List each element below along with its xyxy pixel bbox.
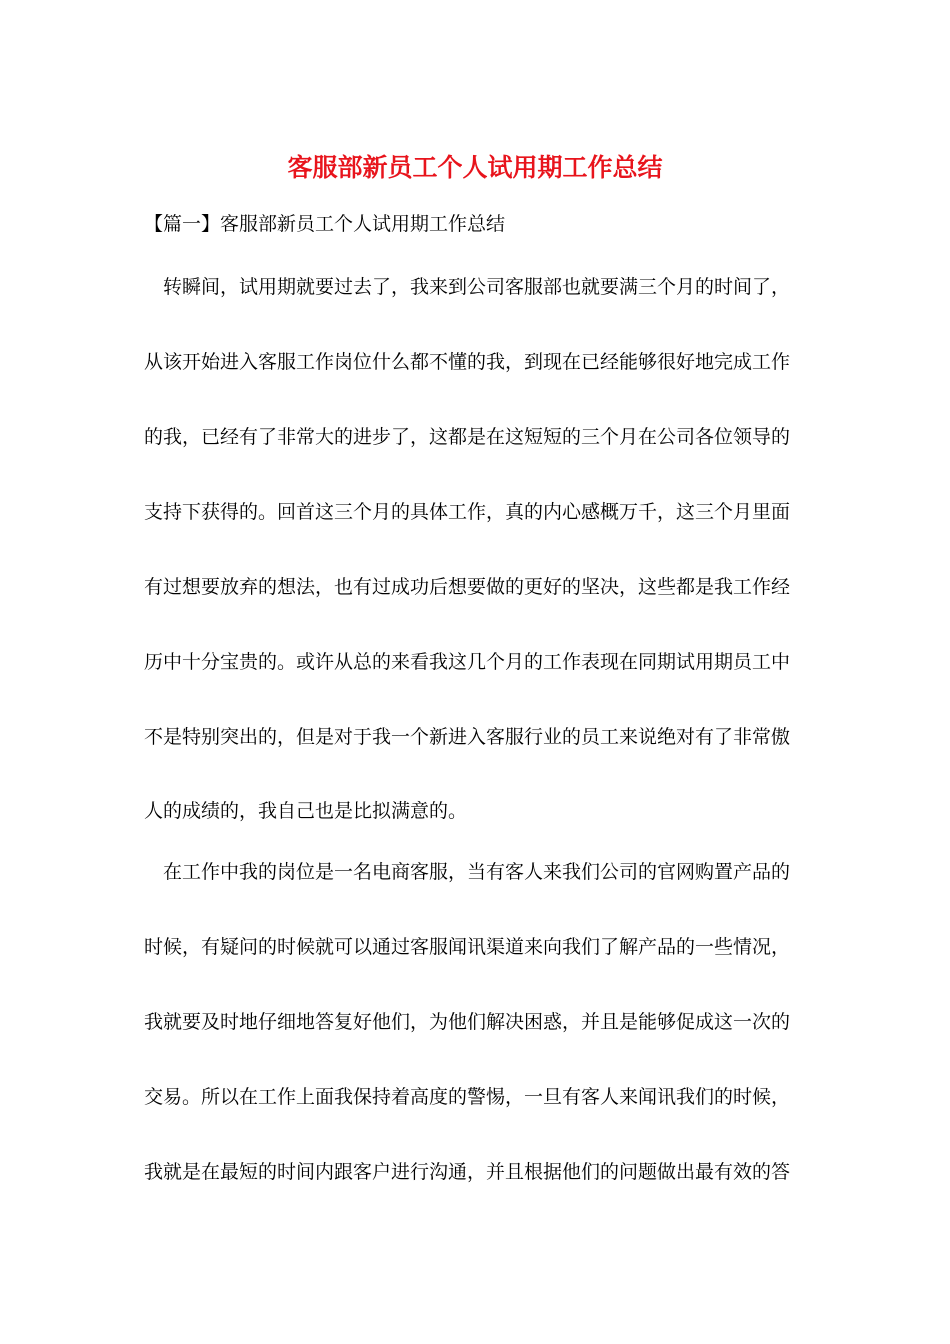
paragraph-2-line: 时候，有疑问的时候就可以通过客服闻讯渠道来向我们了解产品的一些情况， <box>144 936 791 958</box>
document-title: 客服部新员工个人试用期工作总结 <box>287 153 663 182</box>
paragraph-1-line: 不是特别突出的，但是对于我一个新进入客服行业的员工来说绝对有了非常傲 <box>144 726 791 748</box>
paragraph-1-line: 支持下获得的。回首这三个月的具体工作，真的内心感概万千，这三个月里面 <box>144 501 791 523</box>
section-heading: 【篇一】客服部新员工个人试用期工作总结 <box>144 213 506 235</box>
paragraph-2-line: 在工作中我的岗位是一名电商客服，当有客人来我们公司的官网购置产品的 <box>144 861 791 883</box>
paragraph-1-line: 人的成绩的，我自己也是比拟满意的。 <box>144 800 468 822</box>
paragraph-2-line: 交易。所以在工作上面我保持着高度的警惕，一旦有客人来闻讯我们的时候， <box>144 1086 791 1108</box>
paragraph-1-line: 有过想要放弃的想法，也有过成功后想要做的更好的坚决，这些都是我工作经 <box>144 576 791 598</box>
paragraph-2-line: 我就是在最短的时间内跟客户进行沟通，并且根据他们的问题做出最有效的答 <box>144 1161 791 1183</box>
paragraph-1-line: 的我，已经有了非常大的进步了，这都是在这短短的三个月在公司各位领导的 <box>144 426 791 448</box>
paragraph-1-line: 转瞬间，试用期就要过去了，我来到公司客服部也就要满三个月的时间了， <box>144 276 791 298</box>
paragraph-2-line: 我就要及时地仔细地答复好他们，为他们解决困惑，并且是能够促成这一次的 <box>144 1011 791 1033</box>
paragraph-1-line: 从该开始进入客服工作岗位什么都不懂的我，到现在已经能够很好地完成工作 <box>144 351 791 373</box>
paragraph-1-line: 历中十分宝贵的。或许从总的来看我这几个月的工作表现在同期试用期员工中 <box>144 651 791 673</box>
